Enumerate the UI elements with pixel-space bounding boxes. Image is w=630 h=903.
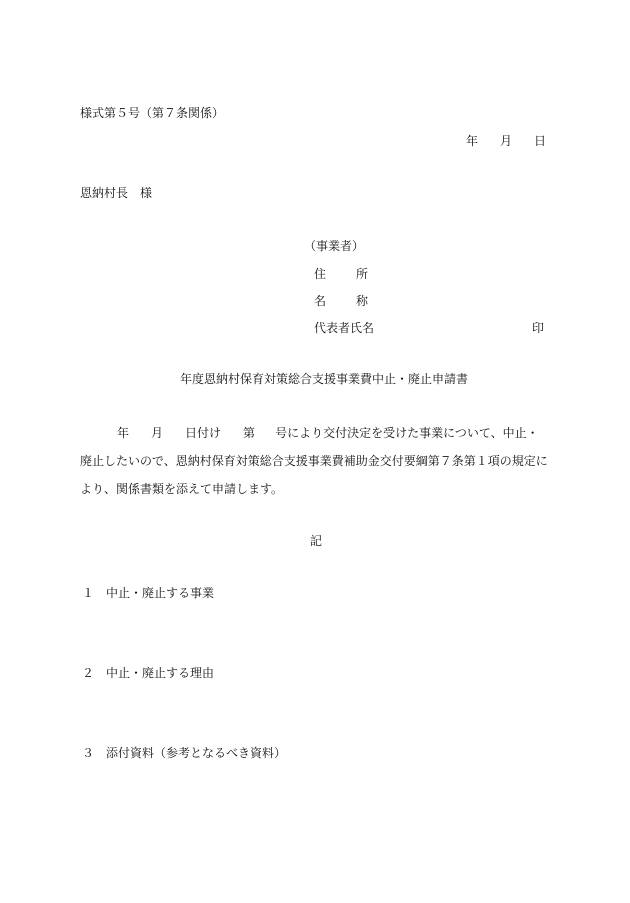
item-number: ２ — [82, 666, 95, 680]
seal-mark: 印 — [532, 321, 545, 335]
item-text: 添付資料（参考となるべき資料） — [106, 746, 287, 760]
date-line — [466, 134, 546, 148]
item-number: １ — [82, 586, 95, 600]
body-line-1 — [117, 426, 539, 440]
applicant-heading: （事業者） — [304, 239, 365, 253]
representative-label: 代表者氏名 — [314, 321, 375, 335]
body-line-1-rest: 号により交付決定を受けた事業について、中止・ — [275, 426, 539, 440]
date-day: 日 — [534, 134, 547, 148]
list-item — [82, 746, 286, 760]
list-item — [82, 586, 214, 600]
name-label — [314, 294, 368, 308]
body-year: 年 — [117, 426, 130, 440]
address-label — [314, 267, 368, 281]
addressee: 恩納村長 様 — [80, 186, 153, 200]
body-month: 月 — [151, 426, 164, 440]
name-label-char-1: 名 — [314, 294, 327, 308]
body-number-prefix: 第 — [243, 426, 256, 440]
address-label-char-2: 所 — [356, 267, 369, 281]
ki-mark: 記 — [310, 534, 323, 548]
date-month: 月 — [500, 134, 513, 148]
body-line-2: 廃止したいので、恩納村保育対策総合支援事業費補助金交付要綱第７条第１項の規定に — [80, 454, 548, 468]
item-text: 中止・廃止する事業 — [106, 586, 215, 600]
name-label-char-2: 称 — [356, 294, 369, 308]
form-number: 様式第５号（第７条関係） — [80, 106, 225, 120]
address-label-char-1: 住 — [314, 267, 327, 281]
item-text: 中止・廃止する理由 — [106, 666, 215, 680]
body-dated: 日付け — [185, 426, 222, 440]
list-item — [82, 666, 214, 680]
document-title: 年度恩納村保育対策総合支援事業費中止・廃止申請書 — [180, 372, 469, 386]
date-year: 年 — [466, 134, 479, 148]
body-line-3: より、関係書類を添えて申請します。 — [80, 482, 284, 496]
item-number: ３ — [82, 746, 95, 760]
